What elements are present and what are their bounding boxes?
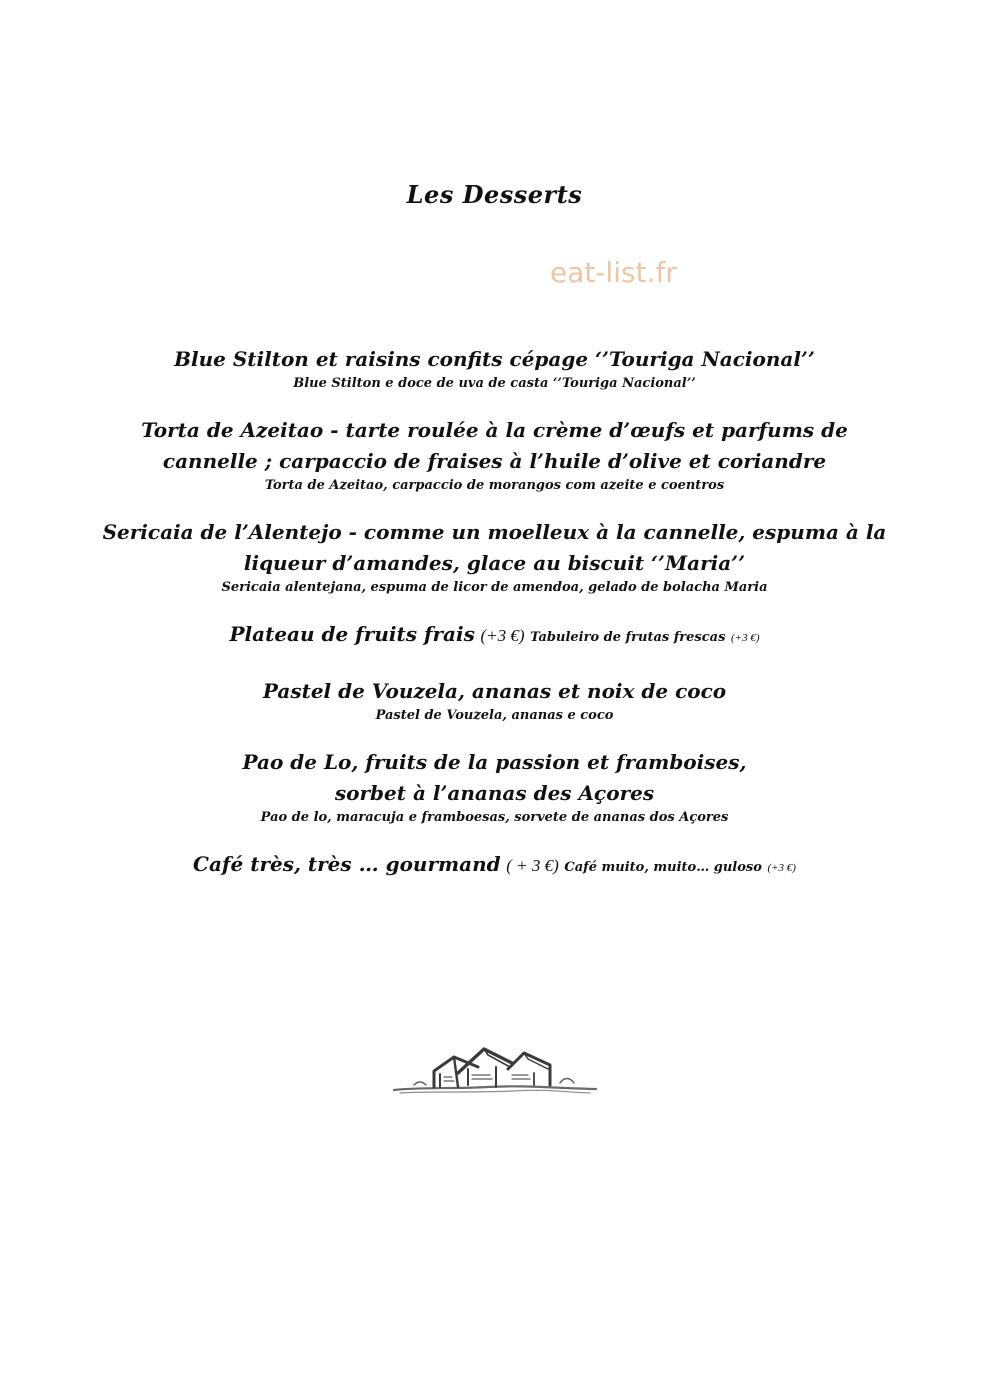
dish-name-fr: cannelle ; carpaccio de fraises à l’huile d’olive et coriandre bbox=[162, 449, 827, 473]
dish-name-pt: Blue Stilton e doce de uva de casta ‘’Touriga Nacional’’ bbox=[293, 376, 696, 391]
dish-name-fr: liqueur d’amandes, glace au biscuit ‘’Maria’’ bbox=[243, 551, 746, 575]
menu-item-pao-de-lo bbox=[60, 747, 929, 827]
page-title: Les Desserts bbox=[406, 180, 583, 209]
dish-name-pt: Torta de Azeitao, carpaccio de morangos com azeite e coentros bbox=[264, 478, 725, 493]
menu-item-blue-stilton bbox=[60, 344, 929, 393]
dish-name-fr: Café très, très … gourmand bbox=[193, 852, 501, 876]
menu-item-torta-de-azeitao bbox=[60, 415, 929, 495]
menu-item-sericaia bbox=[60, 517, 929, 597]
menu-item-cafe-gourmand bbox=[60, 849, 929, 884]
dish-name-fr: Plateau de fruits frais bbox=[229, 622, 475, 646]
dish-name-fr: Pastel de Vouzela, ananas et noix de coco bbox=[262, 679, 727, 703]
dessert-menu bbox=[60, 344, 929, 906]
dish-name-pt: Café muito, muito… guloso bbox=[564, 860, 762, 875]
dish-name-fr: Blue Stilton et raisins confits cépage ‘’Touriga Nacional’’ bbox=[174, 347, 815, 371]
dish-name-fr: sorbet à l’ananas des Açores bbox=[334, 781, 655, 805]
dish-name-pt: Pastel de Vouzela, ananas e coco bbox=[375, 708, 614, 723]
menu-item-pastel-de-vouzela bbox=[60, 676, 929, 725]
dish-name-pt: Pao de lo, maracuja e framboesas, sorvete de ananas dos Açores bbox=[260, 810, 729, 825]
dish-name-fr: Torta de Azeitao - tarte roulée à la crème d’œufs et parfums de bbox=[141, 418, 848, 442]
price-fr: (+3 €) bbox=[480, 626, 525, 645]
price-fr: ( + 3 €) bbox=[506, 856, 559, 875]
dish-name-pt: Sericaia alentejana, espuma de licor de amendoa, gelado de bolacha Maria bbox=[221, 580, 768, 595]
house-sketch-icon bbox=[392, 1043, 598, 1098]
watermark: eat-list.fr bbox=[550, 256, 677, 289]
price-pt: (+3 €) bbox=[731, 632, 760, 644]
dish-name-fr: Sericaia de l’Alentejo - comme un moelleux à la cannelle, espuma à la bbox=[102, 520, 887, 544]
price-pt: (+3 €) bbox=[767, 862, 796, 874]
dish-name-fr: Pao de Lo, fruits de la passion et framboises, bbox=[242, 750, 747, 774]
dish-name-pt: Tabuleiro de frutas frescas bbox=[530, 630, 726, 645]
menu-item-plateau-de-fruits bbox=[60, 619, 929, 654]
